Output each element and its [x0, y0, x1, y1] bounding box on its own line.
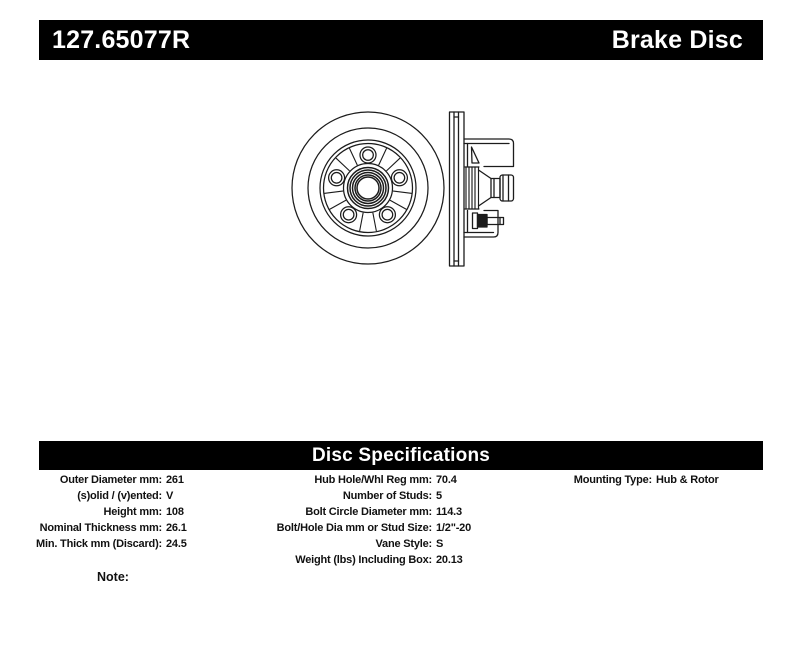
spec-label: Weight (lbs) Including Box:: [295, 554, 432, 566]
spec-value: 70.4: [436, 474, 457, 486]
spec-label: Number of Studs:: [342, 490, 432, 502]
spec-row: [232, 472, 471, 488]
rotor-section: [450, 112, 465, 266]
spec-value: 5: [436, 490, 442, 502]
spec-row: [232, 488, 471, 504]
front-view: [292, 112, 444, 264]
spec-label: Mounting Type:: [573, 474, 652, 486]
spec-row: [17, 536, 187, 552]
spec-section-title: Disc Specifications: [311, 444, 491, 466]
wheel-stud: [473, 213, 504, 229]
spec-label: (s)olid / (v)ented:: [77, 490, 162, 502]
spec-value: 108: [166, 506, 184, 518]
spec-label: Nominal Thickness mm:: [39, 522, 162, 534]
spec-column-right: [540, 472, 719, 488]
note-label: Note:: [97, 570, 129, 584]
spec-label: Vane Style:: [375, 538, 432, 550]
spec-value: 1/2"-20: [436, 522, 472, 534]
center-bore: [348, 168, 389, 209]
spec-label: Bolt/Hole Dia mm or Stud Size:: [276, 522, 432, 534]
spec-value: 20.13: [436, 554, 463, 566]
spec-label: Bolt Circle Diameter mm:: [305, 506, 432, 518]
spec-label: Height mm:: [103, 506, 162, 518]
bearing-housing: [465, 167, 479, 209]
part-number: 127.65077R: [52, 25, 191, 54]
spec-row: [232, 536, 471, 552]
title-bar: [39, 20, 763, 60]
product-type: Brake Disc: [611, 25, 743, 54]
spec-value: V: [166, 490, 174, 502]
spec-row: [232, 520, 471, 536]
side-view: [450, 112, 514, 266]
spindle: [479, 170, 514, 206]
spec-row: [17, 520, 187, 536]
spec-column-middle: [232, 472, 471, 568]
spec-value: 26.1: [166, 522, 187, 534]
spec-row: [17, 472, 187, 488]
spec-value: S: [436, 538, 444, 550]
spec-value: 261: [166, 474, 184, 486]
spec-column-left: [17, 472, 187, 552]
spec-row: [232, 552, 471, 568]
spec-label: Hub Hole/Whl Reg mm:: [314, 474, 432, 486]
spec-label: Min. Thick mm (Discard):: [36, 538, 162, 550]
spec-label: Outer Diameter mm:: [59, 474, 162, 486]
spec-row: [540, 472, 719, 488]
spec-value: 114.3: [436, 506, 462, 518]
stud-holes: [329, 147, 408, 223]
spec-section-bar: [39, 441, 763, 470]
brake-disc-drawing: [270, 95, 560, 290]
spec-row: [17, 488, 187, 504]
spec-value: 24.5: [166, 538, 187, 550]
spec-value: Hub & Rotor: [656, 474, 719, 486]
spec-row: [232, 504, 471, 520]
spec-row: [17, 504, 187, 520]
